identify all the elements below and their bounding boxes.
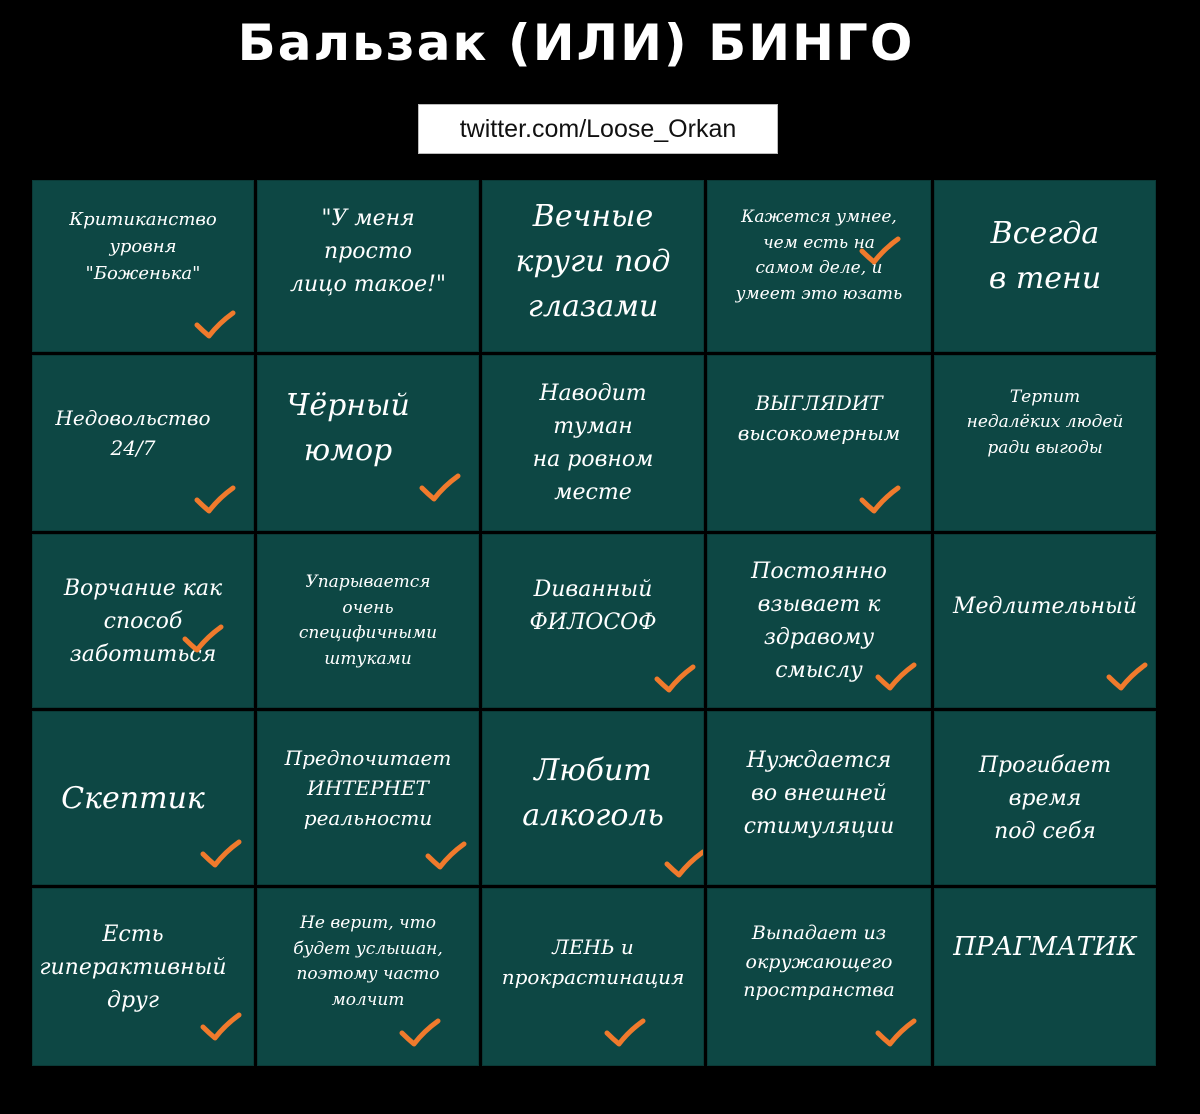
bingo-cell-text: Вечные круги под глазами [515,198,671,324]
bingo-cell [482,888,704,1066]
bingo-cell-text: Ворчание как способ заботиться [63,575,223,667]
bingo-cell [707,888,931,1066]
bingo-cell [934,180,1156,352]
bingo-cell [32,888,254,1066]
bingo-cell-text: Постоянно взывает к здравому смыслу [751,559,887,683]
bingo-grid [32,180,1156,1066]
bingo-cell-text: Терпит недалёких людей ради выгоды [966,386,1124,458]
bingo-cell-text: Упарывается очень специфичными штуками [298,572,438,669]
bingo-cell-text: ЛЕНЬ и прокрастинация [501,935,685,989]
checkmark-icon [858,484,902,516]
bingo-cell [482,355,704,531]
bingo-cell [257,888,479,1066]
bingo-cell-text: Нуждается во внешней стимуляции [743,747,895,839]
checkmark-icon [193,484,237,516]
bingo-cell [32,711,254,885]
bingo-cell-text: Выпадает из окружающего пространства [743,922,895,1002]
bingo-cell-text: Чёрный юмор [286,388,410,468]
bingo-cell-text: Скептик [61,780,205,816]
bingo-cell [934,888,1156,1066]
bingo-cell [257,180,479,352]
checkmark-icon [663,848,704,880]
bingo-cell-text: "У меня просто лицо такое!" [289,205,447,297]
checkmark-icon [858,235,902,267]
bingo-cell-text: Прогибает время под себя [978,752,1112,844]
bingo-cell [707,534,931,708]
checkmark-icon [603,1017,647,1049]
checkmark-icon [874,1017,918,1049]
bingo-cell-text: Предпочитает ИНТЕРНЕТ реальности [284,746,452,830]
bingo-cell [934,711,1156,885]
bingo-cell-text: Медлительный [952,593,1138,619]
bingo-cell-text: Наводит туман на ровном месте [532,381,654,505]
bingo-cell [32,180,254,352]
bingo-cell [707,355,931,531]
bingo-cell [482,711,704,885]
checkmark-icon [424,840,468,872]
bingo-cell [257,355,479,531]
checkmark-icon [199,838,243,870]
bingo-cell [257,534,479,708]
bingo-cell-text: Критиканство уровня "Боженька" [69,208,217,284]
bingo-cell [482,180,704,352]
bingo-cell [707,180,931,352]
bingo-cell-text: Не верит, что будет услышан, поэтому часто молчит [293,913,443,1010]
page-title: Бальзак (ИЛИ) БИНГО [237,14,915,72]
checkmark-icon [418,472,462,504]
bingo-cell-text: Любит алкоголь [522,753,664,833]
bingo-cell [257,711,479,885]
bingo-cell-text: ВЫГЛЯDИТ высокомерным [737,391,901,445]
bingo-cell [934,355,1156,531]
bingo-cell [32,355,254,531]
bingo-cell [32,534,254,708]
bingo-cell [934,534,1156,708]
bingo-cell-text: Недовольство 24/7 [55,406,211,460]
bingo-cell-text: Dиванный ФИЛОСОФ [529,577,657,635]
checkmark-icon [193,309,237,341]
checkmark-icon [398,1017,442,1049]
checkmark-icon [181,623,225,655]
bingo-cell [707,711,931,885]
bingo-cell [482,534,704,708]
checkmark-icon [1105,661,1149,693]
bingo-cell-text: Всегда в тени [988,216,1102,296]
bingo-cell-text: Есть гиперактивный друг [39,921,227,1013]
checkmark-icon [874,661,918,693]
checkmark-icon [653,663,697,695]
bingo-cell-text: Кажется умнее, чем есть на самом деле, и умеет это юзать [735,207,903,304]
bingo-cell-text: ПРАГМАТИК [953,931,1137,962]
source-label: twitter.com/Loose_Orkan [418,104,778,154]
checkmark-icon [199,1011,243,1043]
